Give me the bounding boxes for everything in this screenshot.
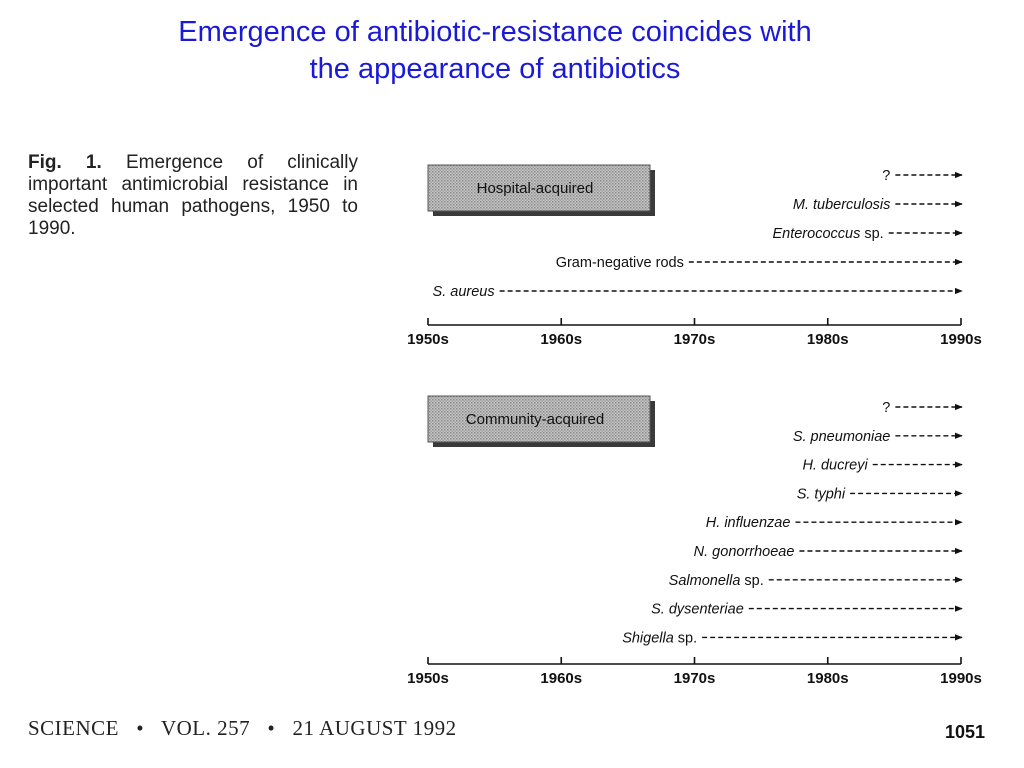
pathogen-label: [694, 544, 795, 560]
category-box-label: Hospital-acquired: [476, 180, 594, 197]
axis-tick-label: 1990s: [940, 331, 982, 348]
slide-title-line-1: Emergence of antibiotic-resistance coincides with: [178, 16, 812, 48]
axis-tick-label: 1950s: [407, 331, 449, 348]
pathogen-name: S. dysenteriae: [651, 601, 744, 618]
pathogen-name: M. tuberculosis: [792, 197, 891, 213]
pathogen-name: S. typhi: [796, 486, 846, 503]
pathogen-label: [793, 429, 891, 445]
pathogen-label: [793, 197, 891, 213]
axis-tick-label: 1970s: [673, 670, 716, 687]
pathogen-label: [772, 226, 883, 242]
pathogen-label: [802, 458, 868, 474]
axis-tick-label: 1980s: [806, 670, 849, 687]
pathogen-label: [882, 168, 890, 184]
pathogen-suffix: sp.: [673, 630, 698, 647]
timeline-axis: [407, 318, 982, 348]
pathogen-name: Gram-negative rods: [555, 255, 684, 271]
axis-tick-label: 1970s: [673, 331, 716, 348]
journal-footer: SCIENCE • VOL. 257 • 21 AUGUST 1992: [28, 716, 457, 740]
axis-tick-label: 1950s: [407, 670, 449, 687]
page-number: 1051: [945, 722, 986, 742]
pathogen-name: H. influenzae: [705, 515, 791, 532]
axis-tick-label: 1960s: [540, 331, 583, 348]
pathogen-name: Shigella: [622, 630, 674, 647]
pathogen-name: Enterococcus: [772, 226, 861, 242]
pathogen-name: N. gonorrhoeae: [693, 544, 795, 560]
pathogen-label: [706, 515, 791, 531]
pathogen-suffix: sp.: [860, 226, 884, 242]
category-box-label: Community-acquired: [465, 411, 605, 428]
pathogen-label: [622, 630, 697, 646]
pathogen-name: S. pneumoniae: [792, 428, 891, 445]
axis-tick-label: 1980s: [806, 331, 849, 348]
pathogen-name: S. aureus: [432, 284, 495, 300]
axis-tick-label: 1960s: [540, 670, 583, 687]
pathogen-name: Salmonella: [668, 572, 741, 589]
figure-caption-text: Emergence of clinically important antimicrobial resistance in selected human pathogens, 1950 to 1990.: [28, 152, 358, 239]
pathogen-name: ?: [882, 400, 891, 416]
pathogen-suffix: sp.: [740, 572, 764, 589]
pathogen-label: [797, 486, 846, 502]
slide-title-line-2: the appearance of antibiotics: [309, 53, 681, 85]
axis-tick-label: 1990s: [940, 670, 982, 687]
pathogen-name: ?: [882, 168, 891, 184]
timeline-panel-hospital: [407, 165, 982, 348]
pathogen-label: [556, 255, 684, 271]
pathogen-label: [433, 284, 495, 300]
timeline-axis: [407, 657, 982, 687]
pathogen-name: H. ducreyi: [802, 457, 868, 474]
timeline-panel-community: [407, 396, 982, 687]
diagram-content: [407, 165, 982, 687]
pathogen-label: [651, 602, 744, 618]
figure-label: Fig. 1.: [28, 152, 102, 173]
pathogen-label: [669, 573, 764, 589]
pathogen-label: [882, 400, 890, 416]
